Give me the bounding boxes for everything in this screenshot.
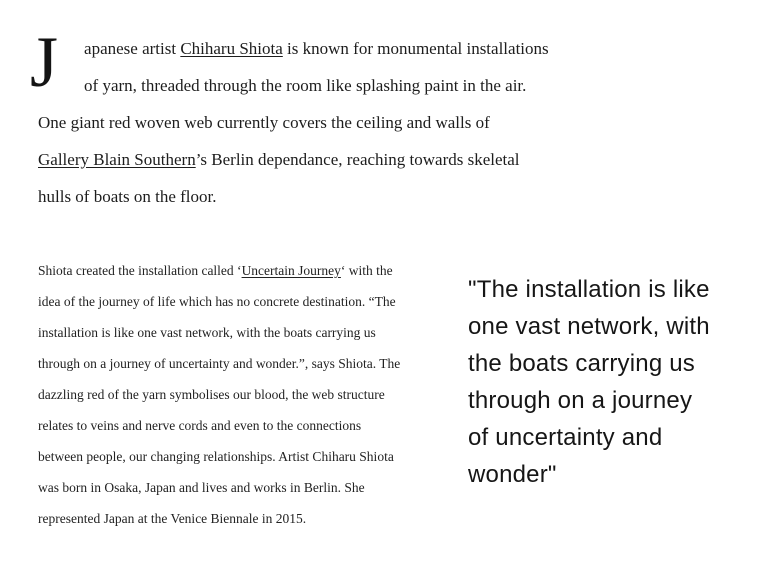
uncertain-journey-link[interactable]: Uncertain Journey [241, 263, 341, 278]
text-run: hulls of boats on the floor. [38, 187, 217, 206]
text-run: between people, our changing relationships. Artist Chiharu Shiota [38, 449, 394, 464]
chiharu-shiota-link[interactable]: Chiharu Shiota [180, 39, 283, 58]
text-run: the boats carrying us [468, 350, 695, 377]
text-run: represented Japan at the Venice Biennale in 2015. [38, 511, 307, 526]
text-run: was born in Osaka, Japan and lives and works in Berlin. She [38, 480, 365, 495]
intro-text [38, 39, 549, 206]
gallery-blain-southern-link[interactable]: Gallery Blain Southern [38, 150, 196, 169]
text-run: of uncertainty and [468, 424, 663, 451]
text-run: ‘ with the [340, 263, 393, 278]
text-run: ’s Berlin dependance, reaching towards skeletal [195, 150, 520, 169]
text-run: relates to veins and nerve cords and even to the connections [38, 418, 362, 433]
text-run: idea of the journey of life which has no concrete destination. “The [38, 294, 396, 309]
text-run: one vast network, with [468, 313, 710, 340]
intro-paragraph [30, 22, 728, 215]
text-run: "The installation is like [468, 276, 710, 303]
body-paragraph [38, 255, 446, 534]
text-run: wonder" [468, 461, 557, 488]
drop-cap: J [30, 22, 59, 102]
pull-quote [468, 271, 710, 493]
text-run: Shiota created the installation called ‘ [38, 263, 242, 278]
text-run: One giant red woven web currently covers the ceiling and walls of [38, 113, 490, 132]
text-run: through on a journey [468, 387, 693, 414]
text-run: is known for monumental installations [282, 39, 549, 58]
text-run: through on a journey of uncertainty and wonder.”, says Shiota. The [38, 356, 401, 371]
two-column-section [38, 255, 728, 534]
text-run: apanese artist [84, 39, 181, 58]
text-run: of yarn, threaded through the room like splashing paint in the air. [84, 76, 527, 95]
text-run: dazzling red of the yarn symbolises our blood, the web structure [38, 387, 385, 402]
text-run: installation is like one vast network, with the boats carrying us [38, 325, 376, 340]
